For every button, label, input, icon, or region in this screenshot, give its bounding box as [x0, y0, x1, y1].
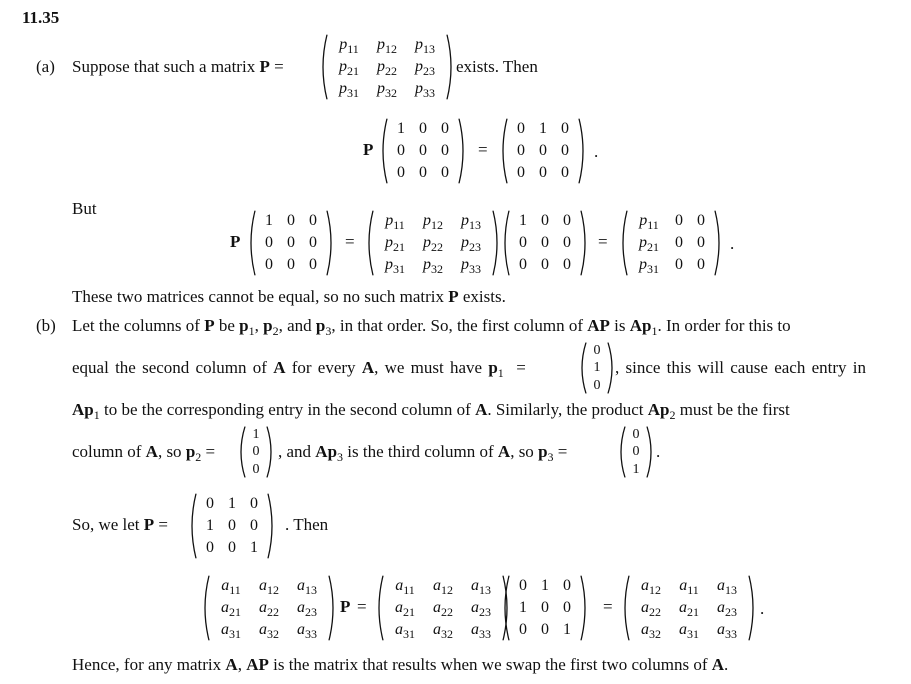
- matrix-entry: 0: [441, 164, 449, 181]
- matrix-entry: 0: [309, 234, 317, 251]
- part-b-label: (b): [36, 316, 56, 335]
- matrix-entry: $a_{31}$: [395, 621, 415, 641]
- eq2-lhs-matrix: [246, 210, 336, 276]
- left-paren-icon: [374, 575, 384, 641]
- matrix-entry: 0: [397, 164, 405, 181]
- matrix-entry: 0: [287, 256, 295, 273]
- matrix-entry: 0: [563, 256, 571, 273]
- matrix-entry: $p_{11}$: [339, 36, 359, 56]
- matrix-entry: 0: [541, 234, 549, 251]
- eq2-P: P: [230, 232, 241, 251]
- eq1-equals: =: [478, 140, 488, 159]
- matrix-entry: $a_{32}$: [641, 621, 661, 641]
- matrix-entry: $p_{31}$: [339, 80, 359, 100]
- matrix-entry: $a_{12}$: [259, 577, 279, 597]
- part-b-line3: $Ap_1$ to be the corresponding entry in the second column of A. Similarly, the product $Ap_2$ must be the first: [72, 400, 790, 422]
- matrix-entry: 0: [632, 444, 640, 460]
- matrix-entry: 0: [561, 164, 569, 181]
- matrix-entry: 0: [541, 621, 549, 638]
- eq1-period: .: [594, 142, 599, 161]
- right-paren-icon: [266, 426, 276, 478]
- matrix-entry: 0: [563, 577, 571, 594]
- matrix-entry: 1: [563, 621, 571, 638]
- eq2-rhs-matrix: [618, 210, 724, 276]
- left-paren-icon: [187, 493, 197, 559]
- part-b-let: So, we let P =: [72, 515, 169, 534]
- part-b-line1: Let the columns of P be $p_1$, $p_2$, and $p_3$, in that order. So, the first column of AP is $Ap_1$. In order for this to: [72, 316, 791, 338]
- matrix-entry: 0: [675, 234, 683, 251]
- matrix-entry: 0: [397, 142, 405, 159]
- matrix-entry: $a_{13}$: [471, 577, 491, 597]
- matrix-entry: 0: [539, 164, 547, 181]
- matrix-entry: 0: [250, 517, 258, 534]
- matrix-entry: $a_{33}$: [717, 621, 737, 641]
- right-paren-icon: [748, 575, 758, 641]
- matrix-entry: 0: [675, 256, 683, 273]
- matrix-entry: 1: [397, 120, 405, 137]
- matrix-entry: $a_{31}$: [679, 621, 699, 641]
- matrix-entry: 0: [265, 256, 273, 273]
- matrix-entry: 0: [517, 164, 525, 181]
- final-equals-2: =: [603, 597, 613, 616]
- matrix-entry: 0: [517, 142, 525, 159]
- matrix-entry: 0: [563, 234, 571, 251]
- left-paren-icon: [500, 575, 510, 641]
- eq1-lhs-matrix: [378, 118, 468, 184]
- matrix-entry: $p_{13}$: [461, 212, 481, 232]
- left-paren-icon: [200, 575, 210, 641]
- right-paren-icon: [446, 34, 456, 100]
- part-a-intro-end: exists. Then: [456, 57, 538, 76]
- matrix-entry: $a_{33}$: [471, 621, 491, 641]
- matrix-entry: $a_{22}$: [641, 599, 661, 619]
- matrix-entry: 0: [541, 212, 549, 229]
- vector-p3: [616, 426, 656, 478]
- matrix-entry: 0: [419, 164, 427, 181]
- matrix-entry: 0: [441, 142, 449, 159]
- matrix-entry: 0: [561, 142, 569, 159]
- eq1-P: P: [363, 140, 374, 159]
- matrix-entry: 0: [287, 234, 295, 251]
- matrix-entry: 0: [539, 142, 547, 159]
- matrix-entry: 0: [419, 142, 427, 159]
- matrix-entry: 0: [697, 234, 705, 251]
- matrix-entry: $a_{22}$: [433, 599, 453, 619]
- matrix-entry: $a_{23}$: [471, 599, 491, 619]
- matrix-entry: 1: [519, 599, 527, 616]
- matrix-result: [620, 575, 758, 641]
- matrix-entry: 1: [228, 495, 236, 512]
- right-paren-icon: [580, 575, 590, 641]
- left-paren-icon: [620, 575, 630, 641]
- matrix-entry: $a_{21}$: [221, 599, 241, 619]
- right-paren-icon: [646, 426, 656, 478]
- matrix-entry: $p_{23}$: [461, 234, 481, 254]
- matrix-entry: 0: [517, 120, 525, 137]
- matrix-entry: $p_{11}$: [639, 212, 659, 232]
- left-paren-icon: [618, 210, 628, 276]
- matrix-entry: 0: [419, 120, 427, 137]
- left-paren-icon: [246, 210, 256, 276]
- matrix-entry: $a_{22}$: [259, 599, 279, 619]
- matrix-entry: $p_{22}$: [423, 234, 443, 254]
- eq2-equals-1: =: [345, 232, 355, 251]
- matrix-entry: 0: [206, 495, 214, 512]
- eq2-period: .: [730, 234, 735, 253]
- matrix-entry: $p_{22}$: [377, 58, 397, 78]
- matrix-entry: 0: [250, 495, 258, 512]
- part-a-label: (a): [36, 57, 55, 76]
- matrix-entry: 0: [287, 212, 295, 229]
- matrix-entry: 0: [252, 461, 260, 477]
- right-paren-icon: [580, 210, 590, 276]
- matrix-entry: 1: [539, 120, 547, 137]
- matrix-entry: $p_{33}$: [461, 256, 481, 276]
- matrix-entry: 1: [252, 427, 260, 443]
- matrix-entry: $a_{31}$: [221, 621, 241, 641]
- final-statement: Hence, for any matrix A, AP is the matrix that results when we swap the first two columns of A.: [72, 655, 729, 674]
- eq2-mid-matrix: [500, 210, 590, 276]
- right-paren-icon: [578, 118, 588, 184]
- matrix-A-2: [374, 575, 512, 641]
- matrix-entry: $a_{12}$: [433, 577, 453, 597]
- matrix-entry: 1: [250, 539, 258, 556]
- matrix-entry: 0: [541, 256, 549, 273]
- part-b-line4b: , and $Ap_3$ is the third column of A, so $p_3$ =: [278, 442, 568, 464]
- matrix-entry: 1: [541, 577, 549, 594]
- part-a-conclusion: These two matrices cannot be equal, so no such matrix P exists.: [72, 287, 506, 306]
- matrix-P-general: [318, 34, 456, 100]
- left-paren-icon: [318, 34, 328, 100]
- final-period: .: [760, 599, 765, 618]
- eq1-rhs-matrix: [498, 118, 588, 184]
- right-paren-icon: [714, 210, 724, 276]
- matrix-entry: $p_{33}$: [415, 80, 435, 100]
- matrix-entry: $p_{12}$: [423, 212, 443, 232]
- matrix-entry: 0: [519, 256, 527, 273]
- matrix-entry: 0: [252, 444, 260, 460]
- matrix-entry: 1: [206, 517, 214, 534]
- matrix-entry: 0: [632, 427, 640, 443]
- matrix-entry: $p_{11}$: [385, 212, 405, 232]
- matrix-entry: $p_{31}$: [639, 256, 659, 276]
- right-paren-icon: [458, 118, 468, 184]
- left-paren-icon: [616, 426, 626, 478]
- matrix-entry: 0: [519, 577, 527, 594]
- matrix-entry: $a_{13}$: [297, 577, 317, 597]
- matrix-A-1: [200, 575, 338, 641]
- matrix-entry: 1: [265, 212, 273, 229]
- matrix-entry: 0: [593, 343, 601, 359]
- matrix-entry: 0: [519, 234, 527, 251]
- vector-p1: [577, 342, 617, 394]
- matrix-entry: $p_{21}$: [385, 234, 405, 254]
- final-equals-1: =: [357, 597, 367, 616]
- but-text: But: [72, 199, 97, 218]
- matrix-entry: 1: [632, 461, 640, 477]
- right-paren-icon: [328, 575, 338, 641]
- matrix-entry: $p_{13}$: [415, 36, 435, 56]
- matrix-entry: 0: [309, 256, 317, 273]
- matrix-entry: $p_{21}$: [639, 234, 659, 254]
- part-b-line4a: column of A, so $p_2$ =: [72, 442, 216, 464]
- matrix-entry: 0: [228, 539, 236, 556]
- matrix-entry: $a_{11}$: [221, 577, 241, 597]
- matrix-entry: 0: [265, 234, 273, 251]
- eq2-equals-2: =: [598, 232, 608, 251]
- left-paren-icon: [364, 210, 374, 276]
- vector-p2: [236, 426, 276, 478]
- matrix-entry: 0: [519, 621, 527, 638]
- matrix-entry: $a_{21}$: [395, 599, 415, 619]
- matrix-entry: 0: [563, 212, 571, 229]
- matrix-entry: $a_{13}$: [717, 577, 737, 597]
- matrix-entry: $a_{23}$: [717, 599, 737, 619]
- matrix-entry: 0: [593, 377, 601, 393]
- matrix-entry: 0: [206, 539, 214, 556]
- part-b-line2b: , since this will cause each entry in: [615, 358, 866, 377]
- matrix-entry: 0: [563, 599, 571, 616]
- part-b-then: . Then: [285, 515, 329, 534]
- matrix-entry: $a_{23}$: [297, 599, 317, 619]
- left-paren-icon: [577, 342, 587, 394]
- matrix-entry: 0: [541, 599, 549, 616]
- matrix-entry: 0: [309, 212, 317, 229]
- part-a-intro: Suppose that such a matrix P =: [72, 57, 284, 76]
- right-paren-icon: [267, 493, 277, 559]
- matrix-entry: $p_{31}$: [385, 256, 405, 276]
- eq2-P-general: [364, 210, 502, 276]
- matrix-entry: 1: [519, 212, 527, 229]
- matrix-entry: $p_{21}$: [339, 58, 359, 78]
- matrix-P-defined-2: [500, 575, 590, 641]
- matrix-entry: $p_{12}$: [377, 36, 397, 56]
- right-paren-icon: [326, 210, 336, 276]
- left-paren-icon: [236, 426, 246, 478]
- left-paren-icon: [498, 118, 508, 184]
- matrix-entry: 0: [697, 256, 705, 273]
- matrix-entry: 0: [561, 120, 569, 137]
- matrix-entry: $a_{21}$: [679, 599, 699, 619]
- matrix-entry: $p_{32}$: [377, 80, 397, 100]
- part-b-line4-period: .: [656, 442, 661, 461]
- matrix-entry: $a_{33}$: [297, 621, 317, 641]
- matrix-entry: 1: [593, 360, 601, 376]
- matrix-entry: $a_{12}$: [641, 577, 661, 597]
- matrix-entry: $a_{32}$: [259, 621, 279, 641]
- matrix-P-defined: [187, 493, 277, 559]
- matrix-entry: $a_{32}$: [433, 621, 453, 641]
- matrix-entry: $a_{11}$: [395, 577, 415, 597]
- matrix-entry: $p_{23}$: [415, 58, 435, 78]
- matrix-entry: 0: [697, 212, 705, 229]
- matrix-entry: $p_{32}$: [423, 256, 443, 276]
- matrix-entry: 0: [675, 212, 683, 229]
- left-paren-icon: [378, 118, 388, 184]
- left-paren-icon: [500, 210, 510, 276]
- part-b-line2a: equal the second column of A for every A, we must have $p_1$ =: [72, 358, 526, 380]
- matrix-entry: $a_{11}$: [679, 577, 699, 597]
- problem-number: 11.35: [22, 8, 60, 27]
- matrix-entry: 0: [441, 120, 449, 137]
- final-P: P: [340, 597, 351, 616]
- matrix-entry: 0: [228, 517, 236, 534]
